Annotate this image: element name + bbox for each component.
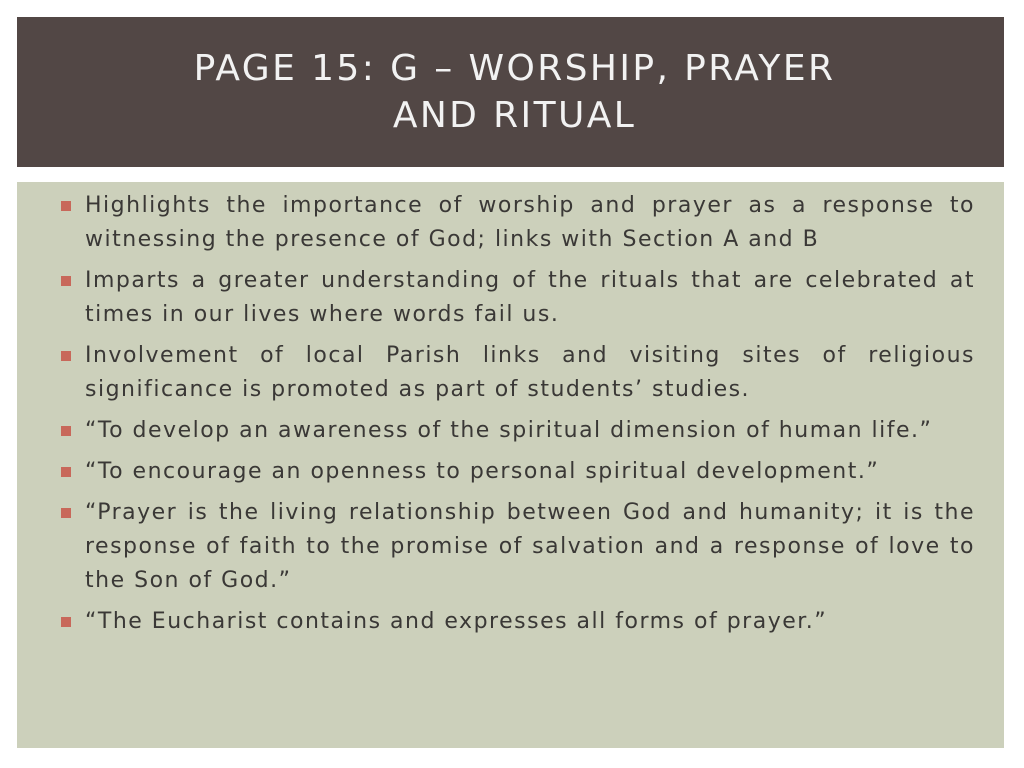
square-bullet-icon (61, 508, 71, 518)
bullet-item (61, 605, 975, 639)
square-bullet-icon (61, 201, 71, 211)
bullet-text: “The Eucharist contains and expresses all forms of prayer.” (85, 609, 828, 634)
bullet-item (61, 189, 975, 257)
square-bullet-icon (61, 617, 71, 627)
bullet-text: Involvement of local Parish links and visiting sites of religious significance is promoted as part of students’ studies. (85, 343, 975, 402)
bullet-text: “To encourage an openness to personal spiritual development.” (85, 459, 880, 484)
bullet-item (61, 339, 975, 407)
content-panel (17, 182, 1004, 748)
square-bullet-icon (61, 426, 71, 436)
bullet-item (61, 455, 975, 489)
slide-title: PAGE 15: G – WORSHIP, PRAYER AND RITUAL (193, 48, 836, 136)
bullet-text: “To develop an awareness of the spiritual dimension of human life.” (85, 418, 933, 443)
bullet-item (61, 414, 975, 448)
square-bullet-icon (61, 276, 71, 286)
square-bullet-icon (61, 467, 71, 477)
bullet-text: Highlights the importance of worship and prayer as a response to witnessing the presence of God; links with Section A and B (85, 193, 975, 252)
bullet-list (61, 189, 975, 646)
bullet-item (61, 496, 975, 598)
bullet-item (61, 264, 975, 332)
bullet-text: “Prayer is the living relationship between God and humanity; it is the response of faith to the promise of salvation and a response of love to the Son of God.” (85, 500, 975, 593)
bullet-text: Imparts a greater understanding of the rituals that are celebrated at times in our lives where words fail us. (85, 268, 975, 327)
square-bullet-icon (61, 351, 71, 361)
title-bar (17, 17, 1004, 167)
